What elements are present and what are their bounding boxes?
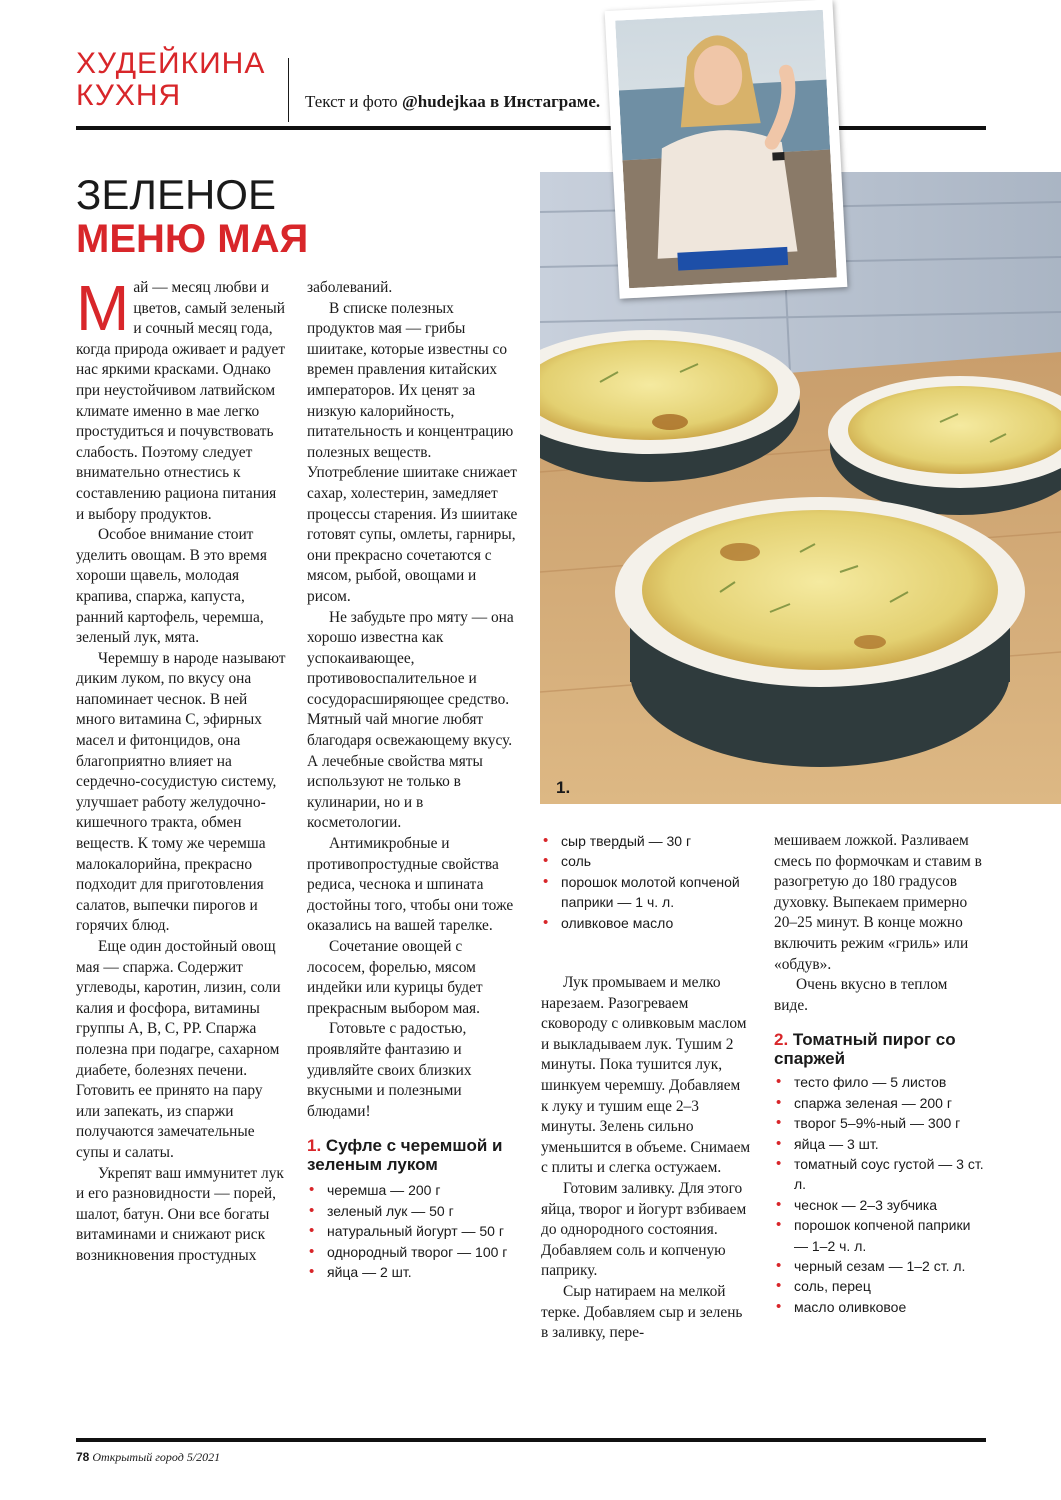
dropcap: М bbox=[76, 272, 130, 344]
ingredient-item: • масло оливковое bbox=[774, 1297, 984, 1317]
photo-number: 1. bbox=[556, 778, 571, 797]
article-paragraph: Черемшу в народе называют диким луком, по вкусу она напоминает чеснок. В ней много витамина С, эфирных масел и фитонцидов, она благоприятно влияет на сердечно-сосудистую систему, улучшает работу желудочно-кишечного тракта, обмен веществ. К тому же черемша малокалорийна, прекрасно подходит для приготовления салатов, выпечки пирогов и горячих блюд. bbox=[76, 649, 286, 935]
author-credit bbox=[305, 92, 600, 112]
section-title-line2: КУХНЯ bbox=[76, 79, 182, 112]
credit-handle: @hudejkaa в Инстаграме. bbox=[401, 92, 601, 111]
article-paragraph: Сочетание овощей с лососем, форелью, мясом индейки или курицы будет прекрасным выбором мая. bbox=[307, 938, 483, 1017]
recipe1-ingredients-list-continued bbox=[541, 831, 751, 933]
recipe-step: Лук промываем и мелко нарезаем. Разогреваем сковороду с оливковым маслом и выкладываем лук. Тушим 2 минуты. Пока тушится лук, шинкуем черемшу. Добавляем к луку и тушим еще 2–3 минуты. Зелень сильно уменьшится в объеме. Снимаем с плиты и слегка остужаем. bbox=[541, 974, 751, 1177]
magazine-issue: Открытый город 5/2021 bbox=[89, 1450, 221, 1464]
ingredient-item: • порошок копченой паприки — 1–2 ч. л. bbox=[774, 1215, 984, 1256]
recipe-step: Очень вкусно в теплом виде. bbox=[774, 976, 948, 1014]
article-paragraph: Укрепят ваш иммунитет лук и его разновидности — порей, шалот, батун. Они все богаты витаминами и снижают риск возникновения простудных bbox=[76, 1164, 284, 1264]
ingredient-item: • зеленый лук — 50 г bbox=[307, 1201, 519, 1221]
page-number: 78 bbox=[76, 1450, 90, 1464]
article-paragraph: Особое внимание стоит уделить овощам. В это время хороши щавель, молодая крапива, спаржа, капуста, ранний картофель, черемша, зеленый лук, мята. bbox=[76, 526, 267, 647]
article-paragraph: Не забудьте про мяту — она хорошо известна как успокаивающее, противовоспалительное и сосудорасширяющее средство. Мятный чай многие любят благодаря освежающему вкусу. А лечебные свойства мяты используют не только в кулинарии, но и в косметологии. bbox=[307, 608, 514, 832]
ingredient-item: • порошок молотой копченой паприки — 1 ч. л. bbox=[541, 872, 751, 913]
article-paragraph: Еще один достойный овощ мая — спаржа. Содержит углеводы, каротин, лизин, соли калия и фосфора, витамины группы А, В, С, РР. Спаржа полезна при подагре, сахарном диабете, болезнях печени. Готовить ее принято на пару или запекать, из спаржи получаются замечательные супы и салаты. bbox=[76, 938, 281, 1161]
credit-prefix: Текст и фото bbox=[305, 92, 402, 111]
article-column-1 bbox=[76, 272, 286, 1267]
header-divider bbox=[288, 58, 289, 122]
recipe1-number: 1. bbox=[307, 1136, 322, 1156]
ingredient-item: • однородный творог — 100 г bbox=[307, 1242, 519, 1262]
recipe2-number: 2. bbox=[774, 1030, 789, 1050]
ingredient-item: • чеснок — 2–3 зубчика bbox=[774, 1195, 984, 1215]
recipe-step: Сыр натираем на мелкой терке. Добавляем сыр и зелень в заливку, пере- bbox=[541, 1282, 743, 1342]
article-paragraph: В списке полезных продуктов мая — грибы шиитаке, которые известны со времен правления китайских императоров. Их ценят за низкую калорийность, питательность и концентрацию полезных веществ. Употребление шиитаке снижает сахар, холестерин, замедляет процессы старения. Из шиитаке готовят супы, омлеты, гарниры, они прекрасно сочетаются с мясом, рыбой, овощами и рисом. bbox=[307, 299, 518, 605]
ingredient-item: • яйца — 2 шт. bbox=[307, 1262, 519, 1282]
bottom-rule bbox=[76, 1438, 986, 1442]
recipe1-steps-column bbox=[541, 973, 751, 1344]
recipe2-title: 2. Томатный пирог со спаржей bbox=[774, 1030, 956, 1069]
article-column-4 bbox=[774, 831, 984, 1317]
recipe-step: Готовим заливку. Для этого яйца, творог и йогурт взбиваем до однородного состояния. Добавляем соль и копченую паприку. bbox=[541, 1179, 747, 1280]
section-title-line1: ХУДЕЙКИНА bbox=[76, 47, 266, 80]
ingredient-item: • черемша — 200 г bbox=[307, 1180, 519, 1200]
ingredient-item: • спаржа зеленая — 200 г bbox=[774, 1093, 984, 1113]
author-portrait-illustration bbox=[615, 10, 837, 289]
article-column-2 bbox=[307, 278, 519, 1282]
article-paragraph: Готовьте с радостью, проявляйте фантазию и удивляйте своих близких вкусными и полезными блюдами! bbox=[307, 1020, 472, 1120]
ingredient-item: • сыр твердый — 30 г bbox=[541, 831, 751, 851]
section-title bbox=[76, 48, 286, 112]
ingredient-item: • натуральный йогурт — 50 г bbox=[307, 1221, 519, 1241]
author-portrait-photo bbox=[605, 0, 848, 299]
ingredient-item: • творог 5–9%-ный — 300 г bbox=[774, 1113, 984, 1133]
ingredient-item: • яйца — 3 шт. bbox=[774, 1134, 984, 1154]
ingredient-item: • соль bbox=[541, 851, 751, 871]
headline-line2: МЕНЮ МАЯ bbox=[76, 217, 309, 261]
top-rule bbox=[76, 126, 986, 130]
article-paragraph: заболеваний. bbox=[307, 279, 393, 296]
recipe2-ingredients-list bbox=[774, 1072, 984, 1317]
ingredient-item: • тесто фило — 5 листов bbox=[774, 1072, 984, 1092]
ingredient-item: • томатный соус густой — 3 ст. л. bbox=[774, 1154, 984, 1195]
recipe-step: мешиваем ложкой. Разливаем смесь по формочкам и ставим в разогретую до 180 градусов духовку. Выпекаем примерно 20–25 минут. В конце можно включить режим «гриль» или «обдув». bbox=[774, 832, 982, 973]
recipe1-ingredients-list bbox=[307, 1180, 519, 1282]
ingredient-item: • черный сезам — 1–2 ст. л. bbox=[774, 1256, 984, 1276]
ingredient-item: • соль, перец bbox=[774, 1276, 984, 1296]
recipe1-title: 1. Суфле с черемшой и зеленым луком bbox=[307, 1136, 503, 1175]
article-paragraph: Май — месяц любви и цветов, самый зеленый и сочный месяц года, когда природа оживает и радует нас яркими красками. Однако при неустойчивом латвийском климате именно в мае легко простудиться и почувствовать слабость. Поэтому следует внимательно отнестись к составлению рациона питания и выбору продуктов. bbox=[76, 272, 286, 523]
article-paragraph: Антимикробные и противопростудные свойства редиса, чеснока и шпината достойны того, чтобы они тоже оказались на вашей тарелке. bbox=[307, 835, 514, 935]
headline-line1: ЗЕЛЕНОЕ bbox=[76, 171, 276, 218]
page-footer bbox=[76, 1450, 220, 1465]
ingredient-item: • оливковое масло bbox=[541, 913, 751, 933]
